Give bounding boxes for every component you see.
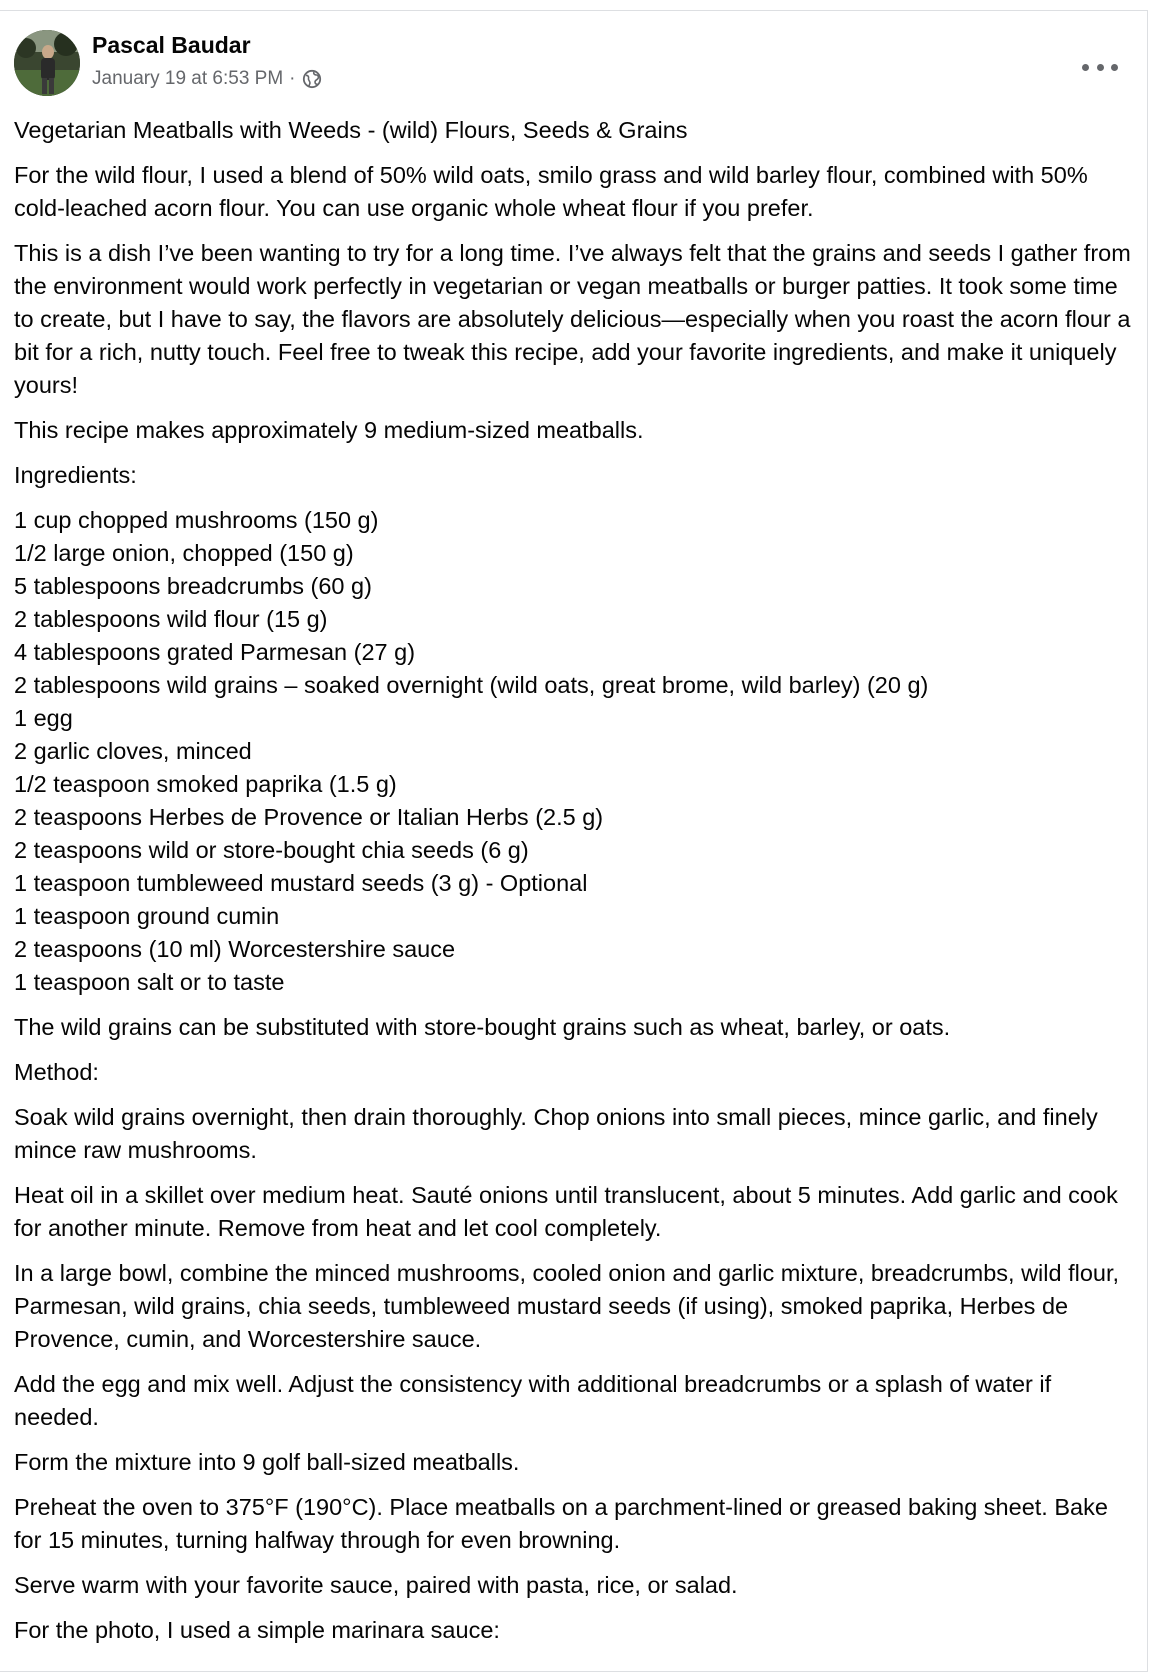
- ingredient-item: 2 tablespoons wild grains – soaked overnight (wild oats, great brome, wild barley) (20 g): [14, 672, 929, 698]
- photo-note: For the photo, I used a simple marinara sauce:: [14, 1617, 500, 1643]
- ingredient-item: 2 tablespoons wild flour (15 g): [14, 606, 328, 632]
- avatar-image: [14, 30, 80, 96]
- method-step: Form the mixture into 9 golf ball-sized meatballs.: [14, 1449, 520, 1475]
- intro-story: This is a dish I’ve been wanting to try for a long time. I’ve always felt that the grains and seeds I gather from the environment would work perfectly in vegetarian or vegan meatballs or burger patties. It took some time to create, but I have to say, the flavors are absolutely delicious—especially when you roast the acorn flour a bit for a rich, nutty touch. Feel free to tweak this recipe, add your favorite ingredients, and make it uniquely yours!: [14, 240, 1131, 398]
- ingredient-item: 2 teaspoons Herbes de Provence or Italian Herbs (2.5 g): [14, 804, 604, 830]
- avatar[interactable]: [14, 30, 80, 96]
- more-dot: [1082, 64, 1089, 71]
- post-card: [0, 10, 1148, 1672]
- author-name[interactable]: Pascal Baudar: [92, 32, 251, 58]
- recipe-yield: This recipe makes approximately 9 medium-sized meatballs.: [14, 417, 644, 443]
- globe-icon[interactable]: [302, 69, 322, 89]
- ingredient-item: 1/2 teaspoon smoked paprika (1.5 g): [14, 771, 397, 797]
- method-heading: Method:: [14, 1059, 99, 1085]
- more-options-icon[interactable]: [1082, 57, 1118, 77]
- ingredient-item: 1/2 large onion, chopped (150 g): [14, 540, 354, 566]
- ingredient-item: 1 teaspoon tumbleweed mustard seeds (3 g) - Optional: [14, 870, 588, 896]
- post-timestamp[interactable]: January 19 at 6:53 PM: [92, 68, 284, 89]
- method-step: Heat oil in a skillet over medium heat. Sauté onions until translucent, about 5 minutes. Add garlic and cook for another minute. Remove from heat and let cool completely.: [14, 1182, 1118, 1241]
- method-step: In a large bowl, combine the minced mushrooms, cooled onion and garlic mixture, breadcrumbs, wild flour, Parmesan, wild grains, chia seeds, tumbleweed mustard seeds (if using), smoked paprika, Herbes de Provence, cumin, and Worcestershire sauce.: [14, 1260, 1120, 1352]
- more-dot: [1097, 64, 1104, 71]
- ingredient-item: 1 teaspoon salt or to taste: [14, 969, 285, 995]
- ingredient-item: 1 teaspoon ground cumin: [14, 903, 280, 929]
- ingredients-heading: Ingredients:: [14, 462, 137, 488]
- ingredient-item: 1 cup chopped mushrooms (150 g): [14, 507, 379, 533]
- method-step: Preheat the oven to 375°F (190°C). Place meatballs on a parchment-lined or greased baking sheet. Bake for 15 minutes, turning halfway through for even browning.: [14, 1494, 1108, 1553]
- ingredient-item: 2 garlic cloves, minced: [14, 738, 252, 764]
- ingredient-item: 5 tablespoons breadcrumbs (60 g): [14, 573, 372, 599]
- method-step: Soak wild grains overnight, then drain thoroughly. Chop onions into small pieces, mince garlic, and finely mince raw mushrooms.: [14, 1104, 1098, 1163]
- meta-separator: ·: [289, 68, 296, 89]
- ingredient-item: 2 teaspoons (10 ml) Worcestershire sauce: [14, 936, 456, 962]
- method-step: Add the egg and mix well. Adjust the consistency with additional breadcrumbs or a splash of water if needed.: [14, 1371, 1052, 1430]
- ingredient-item: 1 egg: [14, 705, 73, 731]
- more-dot: [1111, 64, 1118, 71]
- intro-flour: For the wild flour, I used a blend of 50% wild oats, smilo grass and wild barley flour, combined with 50% cold-leached acorn flour. You can use organic whole wheat flour if you prefer.: [14, 162, 1088, 221]
- post-body: [14, 114, 1136, 1659]
- substitution-note: The wild grains can be substituted with store-bought grains such as wheat, barley, or oats.: [14, 1014, 951, 1040]
- post-title: Vegetarian Meatballs with Weeds - (wild) Flours, Seeds & Grains: [14, 117, 688, 143]
- post-meta: [92, 67, 322, 91]
- method-step: Serve warm with your favorite sauce, paired with pasta, rice, or salad.: [14, 1572, 738, 1598]
- ingredient-item: 2 teaspoons wild or store-bought chia seeds (6 g): [14, 837, 529, 863]
- ingredient-item: 4 tablespoons grated Parmesan (27 g): [14, 639, 416, 665]
- ingredients-list: [14, 504, 1136, 999]
